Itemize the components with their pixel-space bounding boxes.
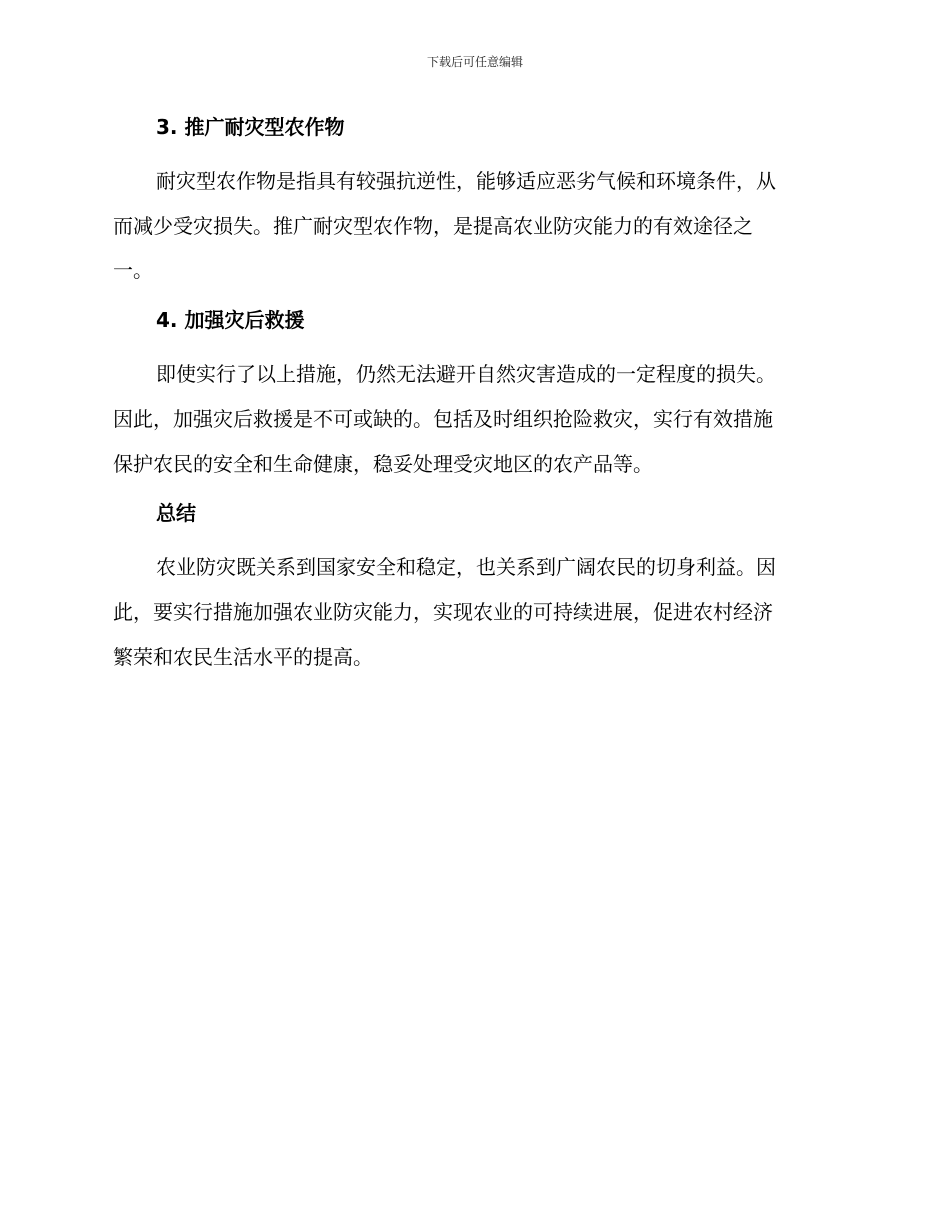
paragraph-line: 耐灾型农作物是指具有较强抗逆性，能够适应恶劣气候和环境条件，从 bbox=[156, 169, 776, 193]
paragraph-line: 即使实行了以上措施，仍然无法避开自然灾害造成的一定程度的损失。 bbox=[156, 362, 776, 387]
paragraph-line: 因此，加强灾后救援是不可或缺的。包括及时组织抢险救灾，实行有效措施 bbox=[113, 406, 773, 431]
section-4-paragraph bbox=[113, 352, 833, 486]
document-body bbox=[113, 112, 833, 691]
paragraph-line: 农业防灾既关系到国家安全和稳定，也关系到广阔农民的切身利益。因 bbox=[156, 555, 776, 580]
paragraph-line: 繁荣和农民生活水平的提高。 bbox=[113, 644, 373, 669]
paragraph-line: 此，要实行措施加强农业防灾能力，实现农业的可持续进展，促进农村经济 bbox=[113, 599, 773, 624]
paragraph-line: 保护农民的安全和生命健康，稳妥处理受灾地区的农产品等。 bbox=[113, 451, 653, 476]
summary-heading: 总结 bbox=[156, 501, 196, 526]
summary-paragraph bbox=[113, 545, 833, 679]
page-header: 下载后可任意编辑 bbox=[426, 55, 523, 69]
paragraph-line: 而减少受灾损失。推广耐灾型农作物，是提高农业防灾能力的有效途径之 bbox=[113, 213, 753, 238]
section-heading-3: 3. 推广耐灾型农作物 bbox=[156, 115, 345, 139]
section-3-paragraph bbox=[113, 159, 833, 293]
section-heading-4: 4. 加强灾后救援 bbox=[156, 308, 305, 333]
paragraph-line: 一。 bbox=[113, 258, 153, 283]
